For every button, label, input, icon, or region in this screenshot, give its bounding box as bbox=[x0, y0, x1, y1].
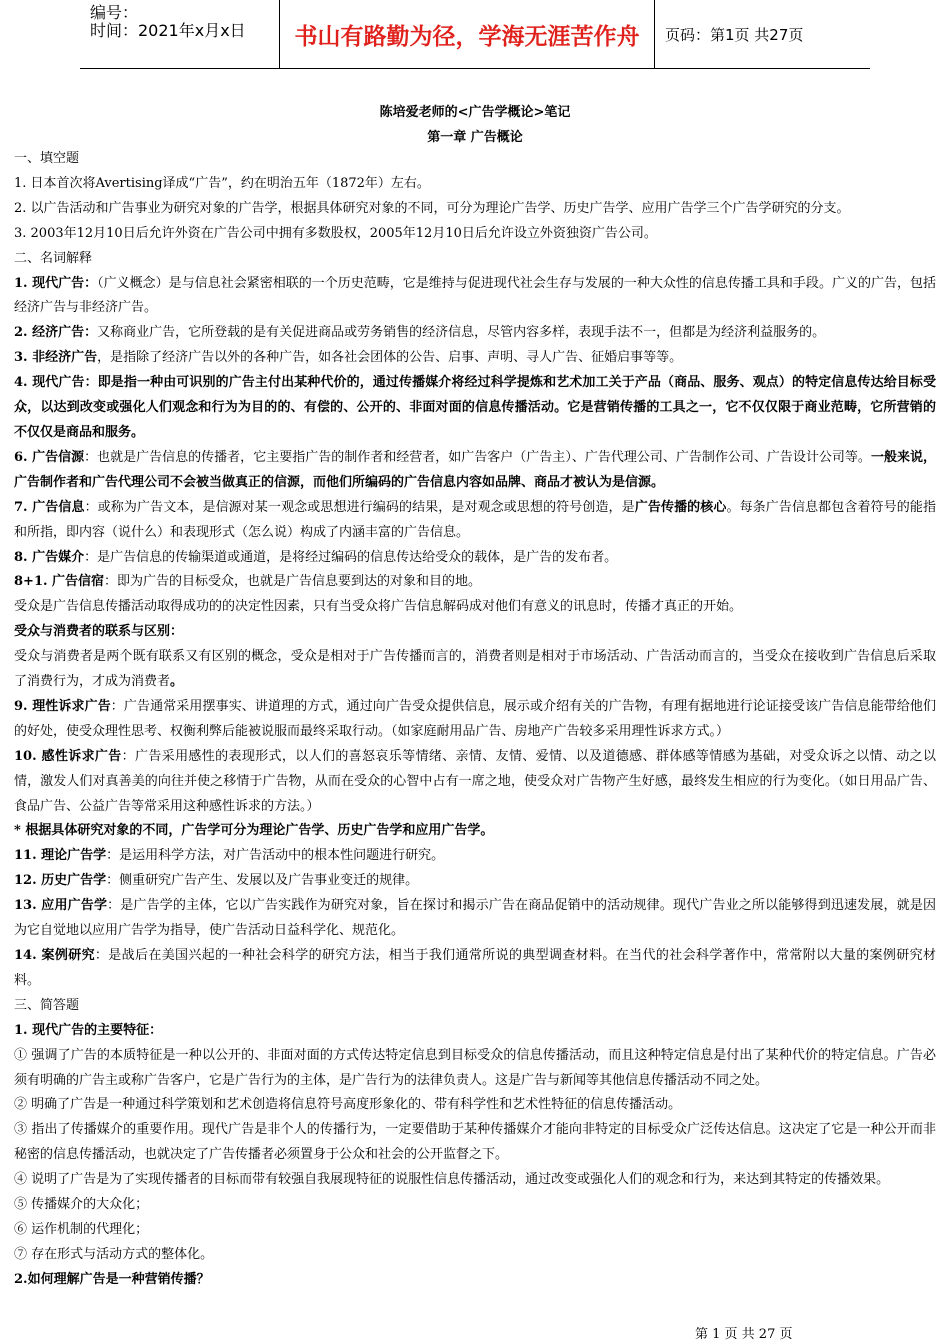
paragraph bbox=[14, 346, 936, 371]
text: ：广告通常采用摆事实、讲道理的方式，通过向广告受众提供信息，展示或介绍有关的广告物，有理有据地进行论证接受该广告信息能带给他们的好处，使受众理性思考、权衡利弊后能被说服而最终采取行动。（如家庭耐用品广告、房地产广告较多采用理性诉求方式。） bbox=[14, 698, 936, 739]
bold-text: 8. 广告媒介 bbox=[14, 549, 85, 565]
paragraph bbox=[14, 371, 936, 446]
bold-text: 1. 现代广告的主要特征： bbox=[14, 1022, 163, 1038]
paragraph bbox=[14, 147, 936, 172]
bold-text: * 根据具体研究对象的不同，广告学可分为理论广告学、历史广告学和应用广告学。 bbox=[14, 823, 494, 839]
bold-text: 12. 历史广告学 bbox=[14, 873, 107, 889]
bold-text: 一般来说，广告制作者和广告代理公司不会被当做真正的信源，而他们所编码的广告信息内容如品牌、商品才被认为是信源。 bbox=[14, 449, 936, 490]
text: 3. 2003年12月10日后允许外资在广告公司中拥有多数股权，2005年12月10日后允许设立外资独资广告公司。 bbox=[14, 225, 657, 241]
text: 受众与消费者是两个既有联系又有区别的概念，受众是相对于广告传播而言的，消费者则是相对于市场活动、广告活动而言的，当受众在接收到广告信息后采取了消费行为，才成为消费者 bbox=[14, 649, 936, 690]
bold-text: 2. 经济广告： bbox=[14, 325, 98, 341]
paragraph bbox=[14, 446, 936, 496]
bold-text: 13. 应用广告学 bbox=[14, 898, 108, 914]
paragraph bbox=[14, 1019, 936, 1044]
paragraph bbox=[14, 695, 936, 745]
text: ：也就是广告信息的传播者，它主要指广告的制作者和经营者，如广告客户（广告主）、广告代理公司、广告制作公司、广告设计公司等。 bbox=[84, 449, 871, 465]
paragraph bbox=[14, 844, 936, 869]
page-header bbox=[80, 0, 870, 69]
bold-text: 受众与消费者的联系与区别： bbox=[14, 624, 184, 640]
header-motto: 书山有路勤为径，学海无涯苦作舟 bbox=[280, 0, 655, 68]
paragraph bbox=[14, 595, 936, 620]
bold-text: 8+1. 广告信宿 bbox=[14, 574, 105, 590]
paragraph bbox=[14, 1218, 936, 1243]
text: 2. 以广告活动和广告事业为研究对象的广告学，根据具体研究对象的不同，可分为理论广告学、历史广告学、应用广告学三个广告学研究的分支。 bbox=[14, 200, 850, 216]
time-label: 时间：2021年x月x日 bbox=[90, 21, 246, 40]
bold-text: 10. 感性诉求广告 bbox=[14, 748, 122, 764]
text: ：侧重研究广告产生、发展以及广告事业变迁的规律。 bbox=[106, 873, 419, 889]
page-footer: 第 1 页 共 27 页 bbox=[695, 1327, 793, 1342]
text: ② 明确了广告是一种通过科学策划和艺术创造将信息符号高度形象化的、带有科学性和艺术性特征的信息传播活动。 bbox=[14, 1097, 682, 1113]
text: ④ 说明了广告是为了实现传播者的目标而带有较强自我展现特征的说服性信息传播活动，通过改变或强化人们的观念和行为，来达到其特定的传播效果。 bbox=[14, 1172, 890, 1188]
bold-text: 2.如何理解广告是一种营销传播？ bbox=[14, 1271, 210, 1287]
paragraph bbox=[14, 247, 936, 272]
text: ：是广告学的主体，它以广告实践作为研究对象，旨在探讨和揭示广告在商品促销中的活动规律。现代广告业之所以能够得到迅速发展，就是因为它自觉地以应用广告学为指导，使广告活动日益科学化、规范化。 bbox=[14, 898, 936, 939]
text: ⑤ 传播媒介的大众化； bbox=[14, 1197, 149, 1213]
bold-text: 4. 现代广告：即是指一种由可识别的广告主付出某种代价的，通过传播媒介将经过科学提炼和艺术加工关于产品（商品、服务、观点）的特定信息传达给目标受众，以达到改变或强化人们观念和行为为目的的、有偿的、公开的、非面对面的信息传播活动。它是营销传播的工具之一，它不仅仅限于商业范畴，它所营销的不仅仅是商品和服务。 bbox=[14, 375, 936, 440]
text: ⑦ 存在形式与活动方式的整体化。 bbox=[14, 1246, 214, 1262]
paragraph bbox=[14, 894, 936, 944]
text: 。每条广告信息都包含着符号的能指和所指，即内容（说什么）和表现形式（怎么说）构成了内涵丰富的广告信息。 bbox=[14, 499, 936, 540]
paragraph bbox=[14, 1268, 936, 1293]
text: 受众是广告信息传播活动取得成功的的决定性因素，只有当受众将广告信息解码成对他们有意义的讯息时，传播才真正的开始。 bbox=[14, 599, 743, 615]
paragraph bbox=[14, 1243, 936, 1268]
bold-text: 广告传播的核心 bbox=[634, 499, 727, 515]
bold-text: 7. 广告信息 bbox=[14, 499, 85, 515]
text: ：广告采用感性的表现形式，以人们的喜怒哀乐等情绪、亲情、友情、爱情、以及道德感、群体感等情感为基础，对受众诉之以情、动之以情，激发人们对真善美的向往并使之移情于广告物，从而在受众的心智中占有一席之地，使受众对广告物产生好感，最终发生相应的行为变化。（如日用品广告、食品广告、公益广告等常采用这种感性诉求的方法。） bbox=[14, 748, 936, 814]
bold-text: 11. 理论广告学 bbox=[14, 848, 107, 864]
paragraph bbox=[14, 994, 936, 1019]
text: ⑥ 运作机制的代理化； bbox=[14, 1221, 149, 1237]
bold-text: 14. 案例研究 bbox=[14, 948, 95, 963]
text: 1. 日本首次将Avertising译成“广告”，约在明治五年（1872年）左右。 bbox=[14, 175, 430, 191]
header-info-cell bbox=[80, 0, 280, 68]
paragraph bbox=[14, 1118, 936, 1168]
text: ③ 指出了传播媒介的重要作用。现代广告是非个人的传播行为，一定要借助于某种传播媒介才能向非特定的目标受众广泛传达信息。这决定了它是一种公开而非秘密的信息传播活动，也就决定了广告传播者必须置身于公众和社会的公开监督之下。 bbox=[14, 1122, 936, 1163]
text: ：是广告信息的传输渠道或通道，是将经过编码的信息传达给受众的载体，是广告的发布者。 bbox=[84, 549, 618, 565]
text: ：是战后在美国兴起的一种社会科学的研究方法，相当于我们通常所说的典型调查材料。在当代的社会科学著作中，常常附以大量的案例研究材料。 bbox=[14, 948, 936, 988]
paragraph bbox=[14, 172, 936, 197]
paragraph bbox=[14, 1168, 936, 1193]
document-body bbox=[14, 147, 936, 1293]
paragraph bbox=[14, 869, 936, 894]
paragraph bbox=[14, 546, 936, 571]
paragraph bbox=[14, 1044, 936, 1094]
text: ：是运用科学方法，对广告活动中的根本性问题进行研究。 bbox=[106, 848, 445, 864]
number-label: 编号： bbox=[90, 3, 139, 22]
text: ：或称为广告文本，是信源对某一观念或思想进行编码的结果，是对观念或思想的符号创造，是 bbox=[84, 499, 635, 515]
text: （广义概念）是与信息社会紧密相联的一个历史范畴，它是维持与促进现代社会生存与发展的一种大众性的信息传播工具和手段。广义的广告，包括经济广告与非经济广告。 bbox=[14, 275, 936, 316]
text: ：即为广告的目标受众，也就是广告信息要到达的对象和目的地。 bbox=[104, 574, 482, 590]
text: 又称商业广告，它所登载的是有关促进商品或劳务销售的经济信息，尽管内容多样，表现手法不一，但都是为经济利益服务的。 bbox=[97, 325, 826, 341]
text: ，是指除了经济广告以外的各种广告，如各社会团体的公告、启事、声明、寻人广告、征婚启事等等。 bbox=[97, 350, 683, 366]
bold-text: 3. 非经济广告 bbox=[14, 350, 98, 366]
paragraph bbox=[14, 819, 936, 844]
bold-text: 6. 广告信源 bbox=[14, 449, 85, 465]
text: 三、简答题 bbox=[14, 997, 80, 1013]
text: 一、填空题 bbox=[14, 151, 80, 166]
text: ① 强调了广告的本质特征是一种以公开的、非面对面的方式传达特定信息到目标受众的信息传播活动，而且这种特定信息是付出了某种代价的特定信息。广告必须有明确的广告主或称广告客户，它是广告行为的主体，是广告行为的法律负责人。这是广告与新闻等其他信息传播活动不同之处。 bbox=[14, 1047, 936, 1088]
paragraph bbox=[14, 645, 936, 695]
bold-text: 1. 现代广告： bbox=[14, 275, 98, 291]
paragraph bbox=[14, 570, 936, 595]
paragraph bbox=[14, 222, 936, 247]
paragraph bbox=[14, 496, 936, 546]
paragraph bbox=[14, 197, 936, 222]
paragraph bbox=[14, 944, 936, 994]
bold-text: 9. 理性诉求广告 bbox=[14, 698, 111, 714]
paragraph bbox=[14, 620, 936, 645]
paragraph bbox=[14, 272, 936, 322]
paragraph bbox=[14, 321, 936, 346]
paragraph bbox=[14, 1093, 936, 1118]
document-title: 陈培爱老师的<广告学概论>笔记 bbox=[379, 105, 571, 120]
chapter-title: 第一章 广告概论 bbox=[427, 130, 523, 145]
paragraph bbox=[14, 745, 936, 820]
header-page-info: 页码：第1页 共27页 bbox=[665, 25, 804, 44]
bold-text: 。 bbox=[170, 674, 184, 690]
text: 二、名词解释 bbox=[14, 250, 93, 266]
paragraph bbox=[14, 1193, 936, 1218]
